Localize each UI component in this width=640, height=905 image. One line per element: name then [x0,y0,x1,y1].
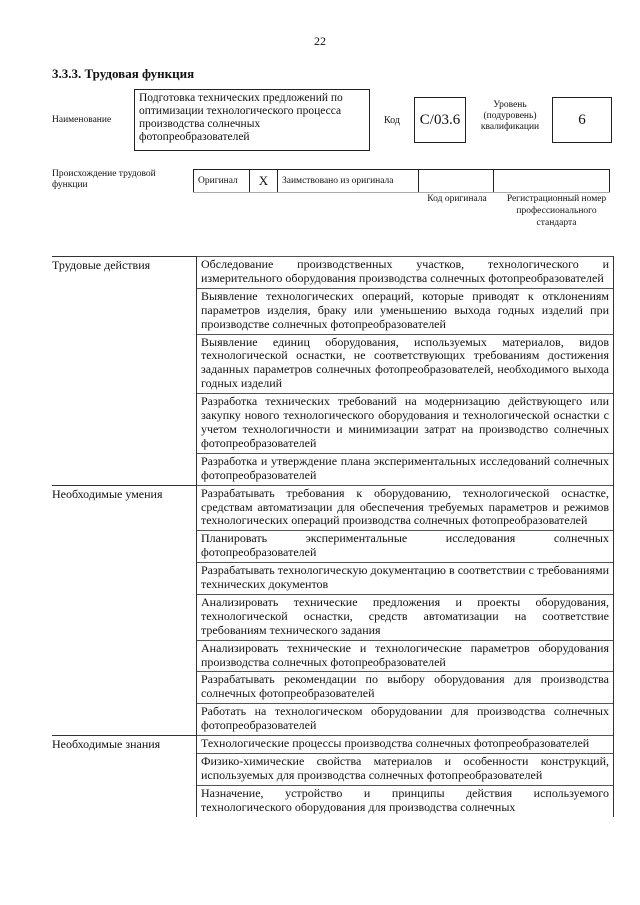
page-number: 22 [314,34,326,48]
code-value: С/03.6 [419,111,461,128]
category-label: Необходимые знания [52,736,197,817]
code-original-label: Код оригинала [427,194,487,204]
table-item: Разработка и утверждение плана экспериментальных исследований солнечных фотопреобразователей [197,453,614,485]
function-name-box: Подготовка технических предложений по оптимизации технологического процесса производства солнечных фотопреобразователей [134,89,370,151]
table-item: Обследование производственных участков, технологического и измерительного оборудования производства солнечных фотопреобразователей [197,257,614,289]
table-item: Разрабатывать рекомендации по выбору оборудования для производства солнечных фотопреобразователей [197,672,614,704]
code-original-cell [418,170,493,192]
reg-number-label: Регистрационный номер профессионального стандарта [506,194,607,228]
table-row [52,485,614,531]
table-item: Разрабатывать технологическую документацию в соответствии с требованиями технических документов [197,563,614,595]
origin-row [193,169,610,193]
name-label: Наименование [52,115,112,125]
original-mark: X [249,170,277,192]
code-value-box [414,97,466,143]
table-item: Анализировать технические и технологические параметров оборудования производства солнечных фотопреобразователей [197,640,614,672]
table-item: Работать на технологическом оборудовании для производства солнечных фотопреобразователей [197,704,614,736]
borrowed-label: Заимствовано из оригинала [277,170,418,192]
category-label: Необходимые умения [52,485,197,736]
table-item: Анализировать технические предложения и проекты оборудования, технологической оснастки, средств автоматизации на соответствие требованиям технического задания [197,594,614,640]
function-details-table [52,256,614,817]
level-value: 6 [578,111,586,128]
table-row [52,736,614,754]
table-item: Планировать экспериментальные исследования солнечных фотопреобразователей [197,531,614,563]
section-title: 3.3.3. Трудовая функция [52,66,195,81]
level-value-box [552,97,612,143]
table-row [52,257,614,289]
origin-label: Происхождение трудовой функции [52,169,156,190]
table-item: Физико-химические свойства материалов и особенности конструкций, используемых для производства солнечных фотопреобразователей [197,754,614,786]
table-item: Выявление технологических операций, которые приводят к отклонениям параметров изделия, браку или уменьшению выхода годных изделий при производстве солнечных фотопреобразователей [197,288,614,334]
table-item: Разрабатывать требования к оборудованию, технологической оснастке, средствам автоматизации для обеспечения требуемых параметров и режимов технологических операций производства солнечных фотопреобразователей [197,485,614,531]
reg-number-cell [493,170,610,192]
original-label: Оригинал [193,170,249,192]
table-item: Назначение, устройство и принципы действия используемого технологического оборудования для производства солнечных [197,785,614,816]
code-label: Код [384,115,400,126]
table-item: Разработка технических требований на модернизацию действующего или закупку нового технологического оборудования и технологической оснастки с учетом технологичности и минимизации затрат на производство солнечных фотопреобразователей [197,394,614,454]
level-label: Уровень (подуровень) квалификации [480,100,540,132]
table-item: Выявление единиц оборудования, используемых материалов, видов технологической оснастки, не соответствующих требованиям достижения заданных параметров солнечных фотопреобразователей, необходимого выхода годных изделий [197,334,614,394]
category-label: Трудовые действия [52,257,197,486]
table-item: Технологические процессы производства солнечных фотопреобразователей [197,736,614,754]
